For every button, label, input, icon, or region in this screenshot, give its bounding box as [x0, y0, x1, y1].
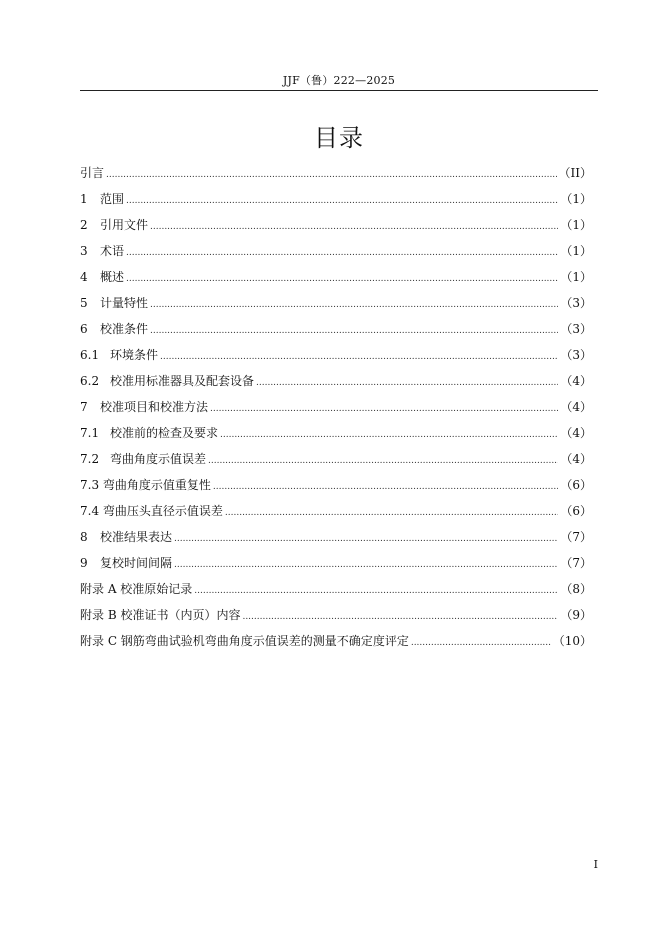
toc-dot-leader [174, 555, 558, 573]
toc-entry-number: 6.1 [80, 348, 100, 362]
toc-dot-leader [160, 347, 558, 365]
toc-entry-label: 弯曲角度示值误差 [110, 452, 207, 466]
toc-entry-label: 复校时间间隔 [100, 556, 173, 570]
toc-entry-page: （3） [560, 348, 592, 362]
toc-entry-number: 2 [80, 218, 88, 232]
toc-dot-leader [126, 191, 558, 209]
toc-entry-number: 7 [80, 400, 88, 414]
toc-entry-number: 8 [80, 530, 88, 544]
toc-entry-page: （4） [560, 374, 592, 388]
toc-entry[interactable] [80, 217, 592, 243]
toc-entry-page: （7） [560, 556, 592, 570]
toc-entry[interactable] [80, 321, 592, 347]
toc-entry-label: 附录 B 校准证书（内页）内容 [80, 608, 241, 622]
page-title: 目录 [314, 124, 364, 152]
toc-entry-label: 引言 [80, 166, 105, 180]
toc-entry-label: 计量特性 [100, 296, 149, 310]
toc-entry-page: （1） [560, 192, 592, 206]
toc-dot-leader [150, 217, 558, 235]
toc-entry-page: （3） [560, 322, 592, 336]
toc-dot-leader [126, 269, 558, 287]
toc-dot-leader [411, 633, 551, 651]
toc-entry-number: 9 [80, 556, 88, 570]
toc-entry-label: 概述 [100, 270, 125, 284]
toc-entry[interactable] [80, 295, 592, 321]
toc-entry-number: 7.2 [80, 452, 100, 466]
toc-entry-label: 附录 C 钢筋弯曲试验机弯曲角度示值误差的测量不确定度评定 [80, 634, 409, 648]
toc-entry-label: 校准条件 [100, 322, 149, 336]
toc-entry[interactable] [80, 269, 592, 295]
toc-entry-page: （6） [560, 504, 592, 518]
toc-entry[interactable] [80, 243, 592, 269]
toc-entry[interactable] [80, 425, 592, 451]
toc-entry-label: 范围 [100, 192, 125, 206]
toc-entry-number: 5 [80, 296, 88, 310]
toc-entry-label: 术语 [100, 244, 125, 258]
toc-entry-page: （3） [560, 296, 592, 310]
running-header: JJF（鲁）222—2025 [282, 74, 396, 87]
toc-entry[interactable] [80, 581, 592, 607]
toc-entry-label: 校准项目和校准方法 [100, 400, 209, 414]
toc-entry[interactable] [80, 607, 592, 633]
toc-entry-page: （8） [560, 582, 592, 596]
toc-entry[interactable] [80, 633, 592, 659]
toc-entry-page: （1） [560, 244, 592, 258]
toc-entry[interactable] [80, 191, 592, 217]
toc-entry-page: （4） [560, 400, 592, 414]
toc-dot-leader [106, 165, 557, 183]
toc-entry-page: （4） [560, 452, 592, 466]
toc-entry-number: 3 [80, 244, 88, 258]
toc-entry[interactable] [80, 399, 592, 425]
toc-entry-page: （7） [560, 530, 592, 544]
table-of-contents [80, 165, 592, 659]
toc-entry-label: 校准前的检查及要求 [110, 426, 219, 440]
header-rule [80, 90, 598, 91]
toc-dot-leader [220, 425, 558, 443]
toc-entry-number: 4 [80, 270, 88, 284]
toc-dot-leader [256, 373, 558, 391]
toc-entry-page: （1） [560, 270, 592, 284]
toc-entry-page: （6） [560, 478, 592, 492]
toc-entry[interactable] [80, 165, 592, 191]
toc-entry-label: 附录 A 校准原始记录 [80, 582, 193, 596]
toc-dot-leader [210, 399, 558, 417]
toc-dot-leader [225, 503, 558, 521]
toc-dot-leader [208, 451, 558, 469]
toc-entry-number: 6.2 [80, 374, 100, 388]
toc-dot-leader [126, 243, 558, 261]
toc-dot-leader [150, 295, 558, 313]
toc-entry[interactable] [80, 555, 592, 581]
toc-entry-page: （1） [560, 218, 592, 232]
toc-dot-leader [242, 607, 558, 625]
toc-entry[interactable] [80, 347, 592, 373]
toc-entry-label: 校准结果表达 [100, 530, 173, 544]
toc-entry[interactable] [80, 451, 592, 477]
toc-entry-page: （4） [560, 426, 592, 440]
toc-entry[interactable] [80, 477, 592, 503]
toc-entry-number: 6 [80, 322, 88, 336]
toc-entry-number: 7.1 [80, 426, 100, 440]
toc-entry-page: （10） [552, 634, 592, 648]
toc-dot-leader [150, 321, 558, 339]
toc-entry-label: 校准用标准器具及配套设备 [110, 374, 255, 388]
toc-entry[interactable] [80, 503, 592, 529]
toc-entry-label: 环境条件 [110, 348, 159, 362]
toc-entry-label: 7.4 弯曲压头直径示值误差 [80, 504, 223, 518]
toc-entry[interactable] [80, 529, 592, 555]
toc-entry-label: 7.3 弯曲角度示值重复性 [80, 478, 211, 492]
toc-entry-page: （II） [558, 166, 592, 180]
toc-dot-leader [213, 477, 558, 495]
toc-dot-leader [194, 581, 558, 599]
page-number: I [593, 858, 598, 871]
toc-entry-number: 1 [80, 192, 88, 206]
toc-entry-page: （9） [560, 608, 592, 622]
toc-entry[interactable] [80, 373, 592, 399]
toc-dot-leader [174, 529, 558, 547]
toc-entry-label: 引用文件 [100, 218, 149, 232]
